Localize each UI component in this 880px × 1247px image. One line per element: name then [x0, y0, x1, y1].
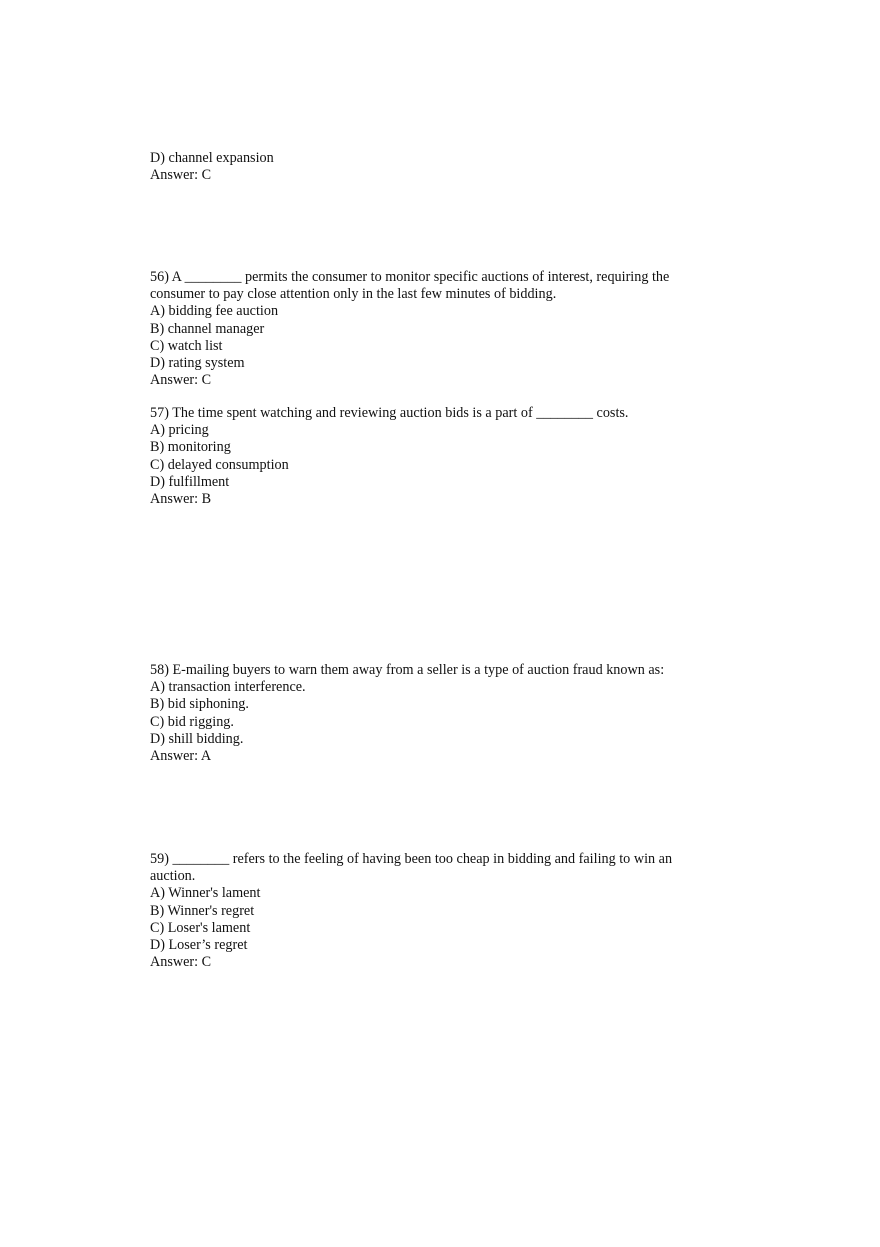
question-stem-line2: auction.	[150, 868, 196, 885]
question-continuation	[150, 150, 730, 184]
answer-line: Answer: C	[150, 167, 212, 184]
question-stem-line1: 58) E-mailing buyers to warn them away from a seller is a type of auction fraud known as:	[150, 662, 665, 678]
option-a: A) transaction interference.	[150, 679, 306, 696]
option-b: B) channel manager	[150, 320, 265, 337]
option-d: D) rating system	[150, 355, 245, 372]
option-a: A) bidding fee auction	[150, 303, 279, 320]
option-c: C) watch list	[150, 337, 223, 354]
option-c: C) delayed consumption	[150, 456, 289, 473]
option-a: A) pricing	[150, 422, 209, 439]
question-stem-line1: 59) ________ refers to the feeling of having been too cheap in bidding and failing to win an	[150, 851, 673, 867]
question-stem-line1: 57) The time spent watching and reviewing auction bids is a part of ________ costs.	[150, 405, 629, 421]
option-b: B) Winner's regret	[150, 902, 255, 919]
answer-line: Answer: C	[150, 372, 212, 389]
question-56	[150, 269, 730, 389]
option-d: D) shill bidding.	[150, 730, 244, 747]
question-59	[150, 851, 730, 971]
option-a: A) Winner's lament	[150, 885, 261, 902]
option-d: D) Loser’s regret	[150, 937, 248, 954]
answer-line: Answer: B	[150, 491, 212, 508]
question-stem-line2: consumer to pay close attention only in the last few minutes of bidding.	[150, 286, 557, 303]
option-c: C) Loser's lament	[150, 919, 251, 936]
question-58	[150, 662, 730, 765]
answer-line: Answer: A	[150, 748, 212, 765]
answer-line: Answer: C	[150, 954, 212, 971]
option-c: C) bid rigging.	[150, 713, 234, 730]
option-b: B) monitoring	[150, 439, 231, 456]
option-b: B) bid siphoning.	[150, 696, 249, 713]
question-57	[150, 405, 730, 508]
option-d: D) channel expansion	[150, 150, 274, 166]
question-stem-line1: 56) A ________ permits the consumer to monitor specific auctions of interest, requiring the	[150, 269, 670, 285]
option-d: D) fulfillment	[150, 473, 230, 490]
